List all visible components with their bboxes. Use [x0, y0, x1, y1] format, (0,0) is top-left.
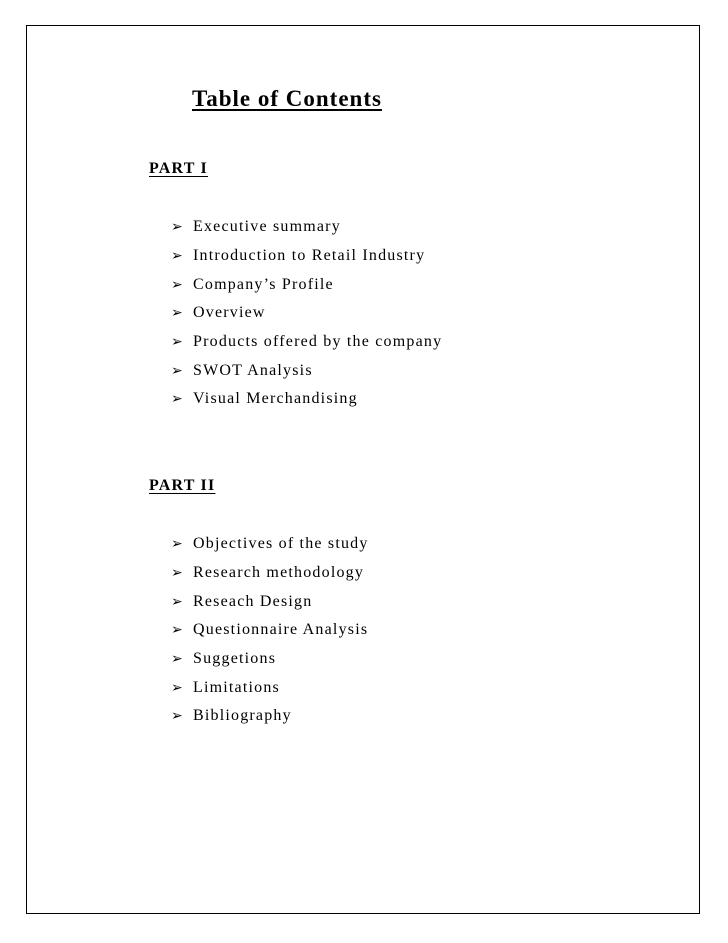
toc-item [171, 530, 369, 559]
part-2-list [171, 530, 369, 731]
toc-item [171, 270, 442, 299]
toc-item-label: Visual Merchandising [193, 390, 358, 408]
arrow-bullet-icon: ➢ [171, 219, 183, 236]
toc-item [171, 242, 442, 271]
toc-item [171, 559, 369, 588]
arrow-bullet-icon: ➢ [171, 334, 183, 351]
toc-item-label: Questionnaire Analysis [193, 621, 369, 639]
toc-item [171, 356, 442, 385]
arrow-bullet-icon: ➢ [171, 276, 183, 293]
page-border [26, 25, 700, 914]
toc-item [171, 213, 442, 242]
toc-item-label: Reseach Design [193, 592, 313, 610]
part-2-heading: PART II [149, 477, 216, 494]
arrow-bullet-icon: ➢ [171, 362, 183, 379]
toc-item-label: Suggetions [193, 650, 277, 668]
toc-item-label: Products offered by the company [193, 333, 443, 351]
toc-item [171, 616, 369, 645]
toc-item-label: Limitations [193, 678, 280, 696]
toc-item-label: Overview [193, 304, 266, 322]
toc-item [171, 587, 369, 616]
arrow-bullet-icon: ➢ [171, 679, 183, 696]
arrow-bullet-icon: ➢ [171, 536, 183, 553]
part-1-heading: PART I [149, 160, 208, 177]
toc-item-label: SWOT Analysis [193, 361, 313, 379]
toc-item-label: Executive summary [193, 218, 341, 236]
toc-item [171, 299, 442, 328]
toc-item-label: Introduction to Retail Industry [193, 247, 426, 265]
toc-item [171, 673, 369, 702]
toc-item [171, 702, 369, 731]
toc-item [171, 328, 442, 357]
arrow-bullet-icon: ➢ [171, 391, 183, 408]
arrow-bullet-icon: ➢ [171, 593, 183, 610]
arrow-bullet-icon: ➢ [171, 708, 183, 725]
part-1-list [171, 213, 442, 414]
arrow-bullet-icon: ➢ [171, 565, 183, 582]
toc-item-label: Company’s Profile [193, 275, 334, 293]
toc-item-label: Bibliography [193, 707, 292, 725]
arrow-bullet-icon: ➢ [171, 622, 183, 639]
toc-item [171, 645, 369, 674]
toc-item-label: Research methodology [193, 564, 365, 582]
toc-title: Table of Contents [192, 86, 382, 111]
toc-item [171, 385, 442, 414]
arrow-bullet-icon: ➢ [171, 651, 183, 668]
arrow-bullet-icon: ➢ [171, 248, 183, 265]
toc-item-label: Objectives of the study [193, 535, 369, 553]
arrow-bullet-icon: ➢ [171, 305, 183, 322]
